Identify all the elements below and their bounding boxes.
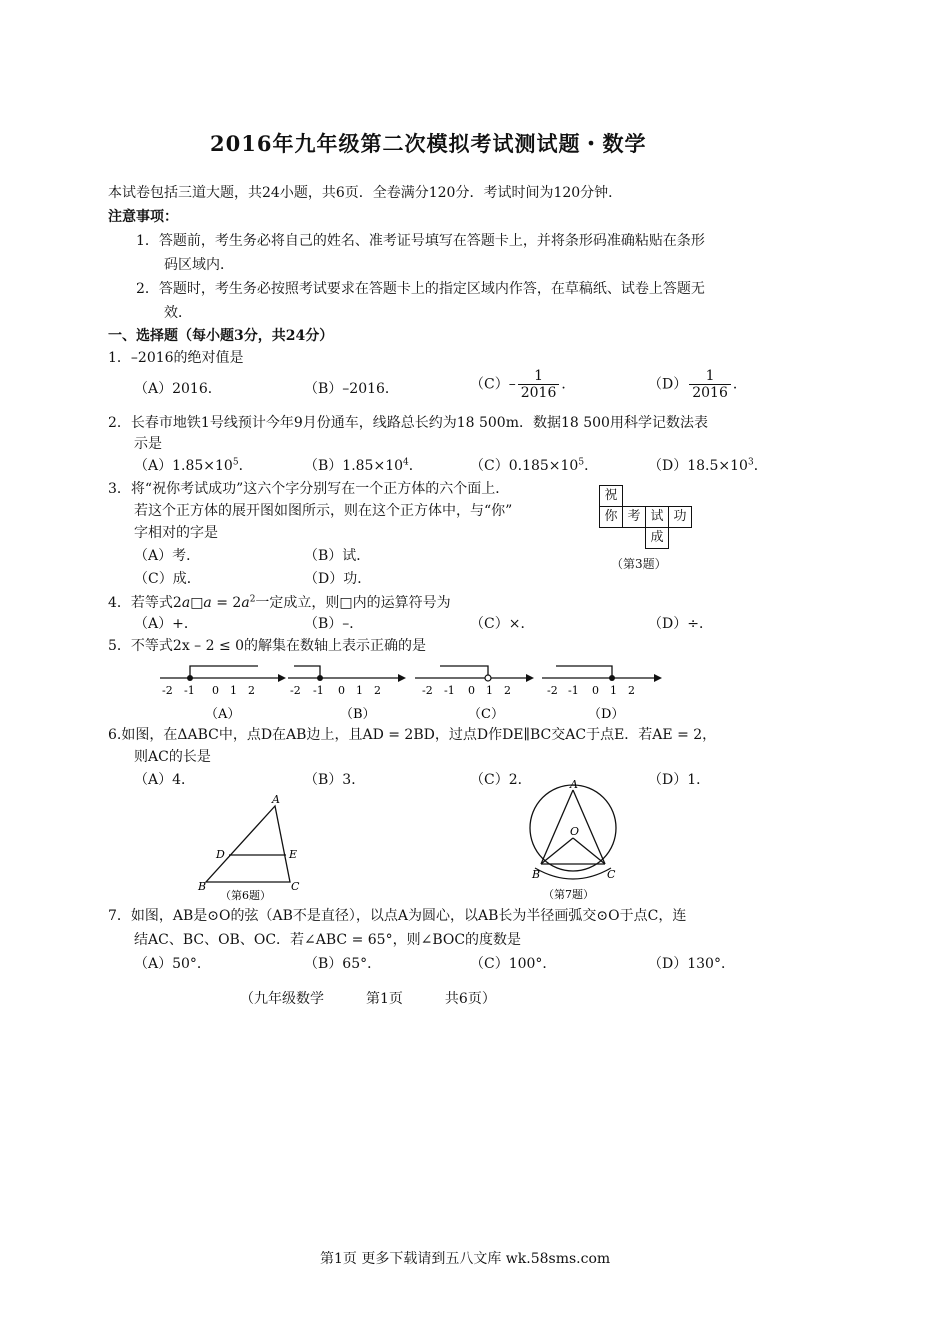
q4-stem-part: = 2 xyxy=(211,595,242,611)
q2-c-dot: ． xyxy=(584,458,599,474)
tick-label: 0 xyxy=(592,684,599,697)
q1-stem: 1．–2016的绝对值是 xyxy=(108,350,244,366)
q4-box: □ xyxy=(190,595,204,611)
q1-c-fraction xyxy=(518,368,560,401)
q1-c-prefix: （C）– xyxy=(470,376,516,393)
q2-b-dot: ． xyxy=(408,458,423,474)
q2-stem: 2．长春市地铁1号线预计今年9月份通车，线路总长约为18 500m．数据18 500用科学记数法表 xyxy=(108,415,708,431)
q3-stem-cont-1: 若这个正方体的展开图如图所示，则在这个正方体中，与“你” xyxy=(134,503,513,519)
option-label: （C） xyxy=(468,707,504,722)
number-line-a xyxy=(160,666,286,722)
net-cell: 功 xyxy=(668,506,692,528)
section-heading: 一、选择题（每小题3分，共24分） xyxy=(108,328,334,344)
q1-d-suffix: ． xyxy=(732,376,747,393)
tick-label: -1 xyxy=(313,684,324,697)
q6-option-c: （C）2． xyxy=(470,772,532,788)
q3-stem: 3．将“祝你考试成功”这六个字分别写在一个正方体的六个面上． xyxy=(108,481,510,497)
q3-option-b: （B）试． xyxy=(304,548,371,564)
circle-figure xyxy=(515,780,625,904)
q2-stem-cont: 示是 xyxy=(134,436,162,452)
q6-option-b: （B）3． xyxy=(304,772,366,788)
segment-oc xyxy=(573,838,605,864)
page-footer: （九年级数学 第1页 共6页） xyxy=(240,991,496,1007)
tick-label: -1 xyxy=(568,684,579,697)
triangle-abc xyxy=(206,806,290,882)
q4-option-b: （B）–． xyxy=(304,616,364,632)
figure-caption: （第3题） xyxy=(611,557,667,571)
tick-label: -2 xyxy=(162,684,173,697)
q2-d-base: （D）18.5×10 xyxy=(648,458,748,474)
notice-item-2-cont: 效． xyxy=(164,305,192,321)
net-cell: 试 xyxy=(645,506,669,528)
triangle-figure xyxy=(190,792,320,904)
q6-option-d: （D）1． xyxy=(648,772,711,788)
q4-option-c: （C）×． xyxy=(470,616,535,632)
net-cell: 成 xyxy=(645,527,669,549)
q2-b-exponent: 4 xyxy=(403,457,409,468)
q4-var: a xyxy=(241,595,250,611)
point-label: B xyxy=(198,880,207,893)
tick-label: 1 xyxy=(486,684,493,697)
option-label: （A） xyxy=(205,707,241,722)
q4-option-a: （A）+． xyxy=(134,616,198,632)
q4-exponent: 2 xyxy=(249,594,256,605)
tick-label: 2 xyxy=(374,684,381,697)
q4-var: a xyxy=(203,595,212,611)
point-label: A xyxy=(570,780,578,791)
point-label: A xyxy=(272,793,280,806)
q7-option-b: （B）65°． xyxy=(304,956,382,972)
arc-bc xyxy=(535,868,611,879)
notice-item-2: 2．答题时，考生务必按照考试要求在答题卡上的指定区域内作答，在草稿纸、试卷上答题无 xyxy=(136,281,705,297)
q3-stem-cont-2: 字相对的字是 xyxy=(134,525,218,541)
q1-option-a: （A）2016． xyxy=(134,381,222,397)
number-line-d xyxy=(542,666,662,722)
notice-item-1: 1．答题前，考生务必将自己的姓名、准考证号填写在答题卡上，并将条形码准确粘贴在条形 xyxy=(136,233,705,249)
number-line-c xyxy=(415,666,534,722)
number-line-figure xyxy=(150,656,670,726)
q4-stem-part: 一定成立，则□内的运算符号为 xyxy=(255,595,451,611)
point-label: E xyxy=(289,848,298,861)
q6-stem-cont: 则AC的长是 xyxy=(134,749,211,765)
q3-option-c: （C）成． xyxy=(134,571,201,587)
notice-item-1-cont: 码区域内． xyxy=(164,257,234,273)
q1-option-d xyxy=(648,368,747,401)
q7-option-d: （D）130°． xyxy=(648,956,735,972)
q7-stem-cont: 结AC、BC、OB、OC．若∠ABC = 65°，则∠BOC的度数是 xyxy=(134,932,522,948)
tick-label: 0 xyxy=(338,684,345,697)
tick-label: 2 xyxy=(248,684,255,697)
q1-d-prefix: （D） xyxy=(648,376,688,393)
tick-label: -1 xyxy=(184,684,195,697)
q6-option-a: （A）4． xyxy=(134,772,196,788)
point-label: C xyxy=(607,868,616,881)
net-cell: 祝 xyxy=(599,485,623,507)
number-line-b xyxy=(288,666,406,722)
tick-label: 1 xyxy=(230,684,237,697)
tick-label: 0 xyxy=(468,684,475,697)
notice-heading: 注意事项： xyxy=(108,209,178,225)
q1-c-suffix: ． xyxy=(561,376,576,393)
cube-net-figure xyxy=(597,485,697,580)
q3-option-d: （D）功． xyxy=(304,571,372,587)
q4-option-d: （D）÷． xyxy=(648,616,713,632)
point-label: D xyxy=(216,848,225,861)
download-line: 第1页 更多下载请到五八文库 wk.58sms.com xyxy=(320,1251,611,1267)
point-label: B xyxy=(532,868,541,881)
q2-option-d xyxy=(648,455,768,475)
q2-option-b xyxy=(304,455,423,475)
point-label: C xyxy=(291,880,300,893)
tick-label: 0 xyxy=(212,684,219,697)
figure-caption: （第7题） xyxy=(543,888,594,901)
exam-intro: 本试卷包括三道大题，共24小题，共6页．全卷满分120分．考试时间为120分钟． xyxy=(108,185,623,201)
q2-d-exponent: 3 xyxy=(747,457,754,468)
q1-d-denominator: 2016 xyxy=(692,385,728,402)
q2-d-dot: ． xyxy=(753,458,768,474)
tick-label: 1 xyxy=(610,684,617,697)
q2-c-exponent: 5 xyxy=(578,457,585,468)
segment-ab xyxy=(541,790,573,864)
figure-caption: （第6题） xyxy=(220,889,271,902)
q1-option-b: （B）–2016． xyxy=(304,381,399,397)
q7-stem: 7．如图，AB是⊙O的弦（AB不是直径），以点A为圆心，以AB长为半径画弧交⊙O于点C，连 xyxy=(108,908,687,924)
q4-stem xyxy=(108,592,451,612)
tick-label: -2 xyxy=(290,684,301,697)
q4-stem-part: 4．若等式2 xyxy=(108,595,182,611)
q3-option-a: （A）考． xyxy=(134,548,201,564)
q2-a-dot: ． xyxy=(238,458,253,474)
q2-b-base: （B）1.85×10 xyxy=(304,458,404,474)
tick-label: -2 xyxy=(422,684,433,697)
q2-option-c xyxy=(470,455,598,475)
segment-ob xyxy=(541,838,573,864)
page-title: 2016年九年级第二次模拟考试测试题・数学 xyxy=(210,131,647,156)
point-label: O xyxy=(570,825,580,838)
q2-option-a xyxy=(134,455,253,475)
q7-option-c: （C）100°． xyxy=(470,956,557,972)
q2-c-base: （C）0.185×10 xyxy=(470,458,579,474)
q1-c-numerator: 1 xyxy=(518,368,560,385)
q1-option-c xyxy=(470,368,575,401)
q5-stem: 5．不等式2x – 2 ≤ 0的解集在数轴上表示正确的是 xyxy=(108,638,427,654)
tick-label: -1 xyxy=(444,684,455,697)
q1-d-fraction xyxy=(689,368,731,401)
tick-label: 1 xyxy=(356,684,363,697)
q1-d-numerator: 1 xyxy=(689,368,731,385)
option-label: （B） xyxy=(340,707,376,722)
net-cell: 考 xyxy=(622,506,646,528)
tick-label: -2 xyxy=(547,684,558,697)
q6-stem: 6.如图，在ΔABC中，点D在AB边上，且AD = 2BD，过点D作DE∥BC交AC于点E．若AE = 2， xyxy=(108,727,717,743)
q7-option-a: （A）50°． xyxy=(134,956,211,972)
q2-a-exponent: 5 xyxy=(232,457,239,468)
tick-label: 2 xyxy=(628,684,635,697)
tick-label: 2 xyxy=(504,684,511,697)
net-cell: 你 xyxy=(599,506,623,528)
q4-var: a xyxy=(181,595,191,611)
option-label: （D） xyxy=(588,707,625,722)
q2-a-base: （A）1.85×10 xyxy=(134,458,233,474)
q1-c-denominator: 2016 xyxy=(520,385,557,402)
